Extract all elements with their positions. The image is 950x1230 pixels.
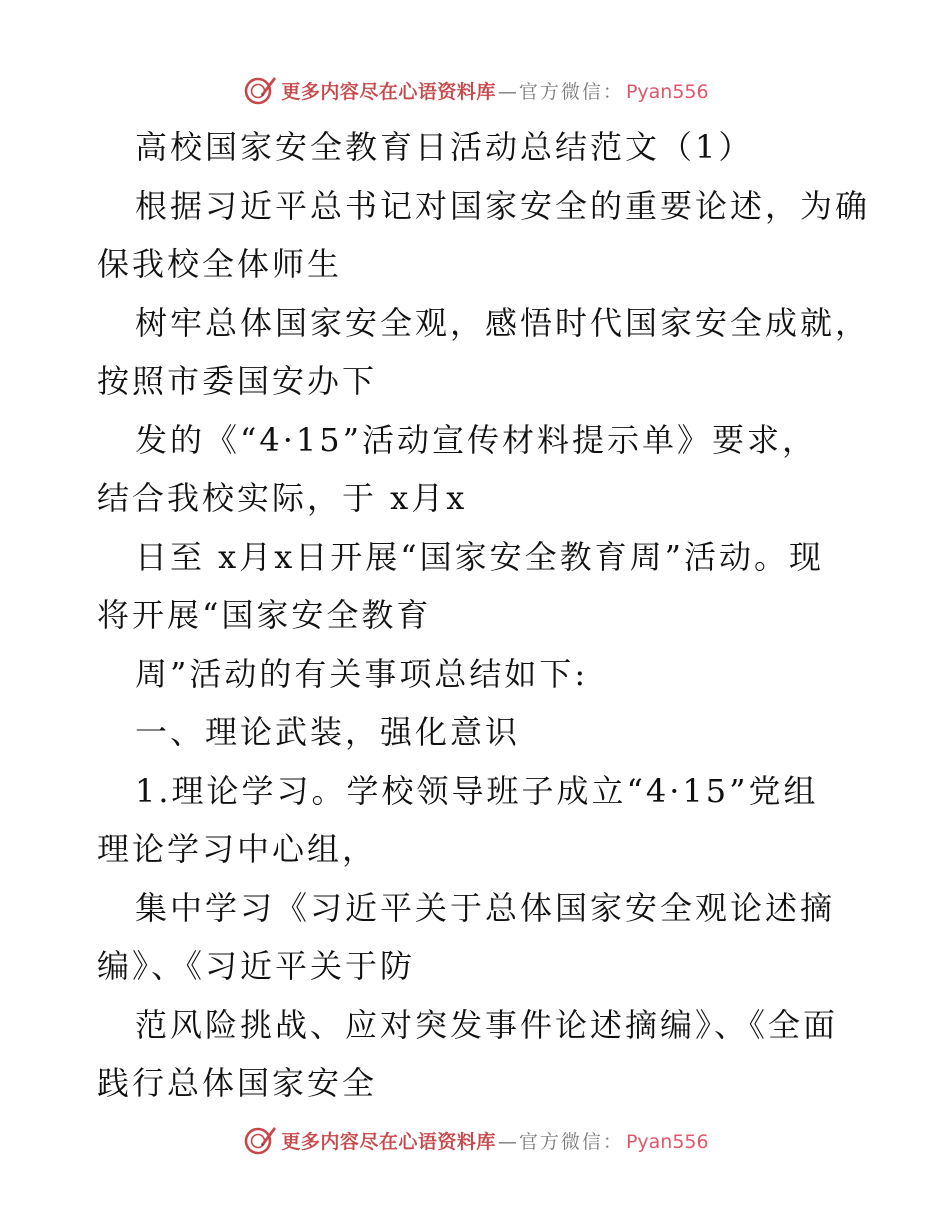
pen-ring-logo-icon — [241, 72, 277, 108]
banner-wechat-id: Pyan556 — [625, 80, 709, 103]
paragraph-line: 范风险挑战、应对突发事件论述摘编》、《全面 — [135, 1005, 839, 1044]
banner-official-label: 官方微信： — [518, 1130, 624, 1153]
paragraph-line: 按照市委国安办下 — [97, 362, 378, 400]
paragraph-line: 集中学习《习近平关于总体国家安全观论述摘 — [135, 888, 836, 927]
banner-brand-text: 更多内容尽在心语资料库 — [281, 1130, 496, 1153]
header-banner — [0, 68, 950, 112]
pen-ring-logo-icon — [241, 1122, 277, 1158]
paragraph-line: 根据习近平总书记对国家安全的重要论述，为确 — [135, 186, 871, 225]
paragraph-line: 结合我校实际，于 x月x — [97, 479, 468, 517]
paragraph-line: 发的《“4·15”活动宣传材料提示单》要求， — [135, 420, 817, 459]
document-title: 高校国家安全教育日活动总结范文（1） — [135, 128, 754, 166]
section-heading: 一、理论武装，强化意识 — [135, 713, 521, 751]
paragraph-line: 理论学习中心组， — [97, 830, 378, 868]
banner-separator: — — [497, 1130, 517, 1153]
document-body — [97, 118, 871, 1113]
paragraph-line: 将开展“国家安全教育 — [97, 596, 432, 634]
footer-banner — [0, 1118, 950, 1162]
banner-official-label: 官方微信： — [518, 80, 624, 103]
banner-wechat-id: Pyan556 — [625, 1130, 709, 1153]
paragraph-line: 周”活动的有关事项总结如下: — [135, 654, 589, 693]
paragraph-line: 践行总体国家安全 — [97, 1064, 378, 1102]
paragraph-line: 树牢总体国家安全观，感悟时代国家安全成就， — [135, 303, 871, 342]
paragraph-line: 日至 x月x日开展“国家安全教育周”活动。现 — [135, 537, 824, 576]
paragraph-line: 保我校全体师生 — [97, 245, 343, 283]
paragraph-line: 编》、《习近平关于防 — [97, 947, 416, 985]
banner-brand-text: 更多内容尽在心语资料库 — [281, 80, 496, 103]
paragraph-line: 1.理论学习。学校领导班子成立“4·15”党组 — [135, 771, 819, 810]
banner-separator: — — [497, 80, 517, 103]
